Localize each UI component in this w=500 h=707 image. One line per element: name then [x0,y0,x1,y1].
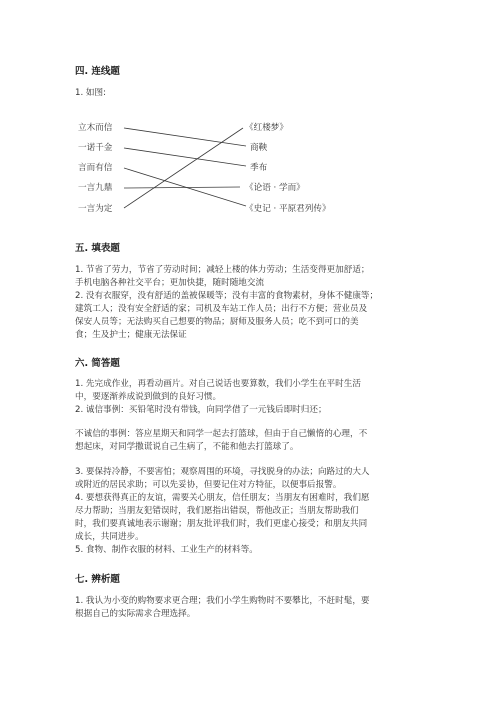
right-item-3: 季布 [250,163,268,173]
section-6-title: 六. 简答题 [75,358,120,369]
section-5-answers [75,264,430,342]
text-line: 手机电脑各种社交平台；更加快捷，随时随地交流 [75,278,265,288]
left-item-2: 一诺千金 [78,143,113,153]
right-item-5: 《史记 · 平原君列传》 [245,204,331,214]
text-line: 3. 要保持冷静，不要害怕；观察周围的环境，寻找脱身的办法；向路过的大人 [75,467,370,477]
text-line: 1. 节省了劳力，节省了劳动时间；减轻上楼的体力劳动；生活变得更加舒适； [75,265,370,275]
text-line: 时，我们要真诚地表示谢谢；朋友批评我们时，我们更虚心接受；和朋友共同 [75,519,368,529]
text-line: 5. 食物、制作衣服的材料、工业生产的材料等。 [75,545,258,555]
text-line: 1. 先完成作业，再看动画片。对自己说话也要算数，我们小学生在平时生活 [75,379,361,389]
right-item-2: 商鞅 [250,143,268,153]
section-7-title: 七. 辨析题 [75,574,120,585]
text-line: 1. 我认为小变的购物要求更合理；我们小学生购物时不要攀比，不赶时髦，要 [75,596,370,606]
left-item-4: 一言九鼎 [78,183,113,193]
text-line: 或附近的居民求助；可以先妥协，但要记住对方特征，以便事后报警。 [75,480,342,490]
section-6-answers-part3 [75,466,430,557]
text-line: 尽力帮助；当朋友犯错误时，我们愿指出错误，帮他改正；当朋友帮助我们 [75,506,359,516]
section-6-answers-part1 [75,378,430,417]
section-4-title: 四. 连线题 [75,66,120,77]
left-item-3: 言而有信 [78,163,113,173]
match-line-1 [124,128,246,146]
text-line: 2. 没有衣服穿，没有舒适的盖被保暖等；没有丰富的食物素材，身体不健康等； [75,291,379,301]
text-line: 中，要逐渐养成说到做到的良好习惯。 [75,392,222,402]
text-line: 成长，共同进步。 [75,532,144,542]
text-line: 不诚信的事例：答应星期天和同学一起去打篮球，但由于自己懒惰的心理，不 [75,429,368,439]
right-item-4: 《论语 · 学而》 [245,183,305,193]
left-item-5: 一言为定 [78,204,113,214]
match-line-2 [124,148,246,166]
match-line-5 [124,128,243,208]
text-line: 建筑工人；没有安全舒适的家；司机及车站工作人员；出行不方便；营业员及 [75,304,368,314]
section-4-q1: 1. 如图: [75,88,107,98]
text-line: 保安人员等；无法购买自己想要的物品；厨师及服务人员；吃不到可口的美 [75,317,359,327]
section-6-answers-part2 [75,428,430,454]
section-5-title: 五. 填表题 [75,243,120,254]
matching-diagram [0,118,500,228]
match-line-4 [124,187,240,188]
text-line: 4. 要想获得真正的友谊，需要关心朋友，信任朋友；当朋友有困难时，我们愿 [75,493,370,503]
text-line: 食；生及护士；健康无法保证 [75,330,187,340]
right-item-1: 《红楼梦》 [245,123,288,133]
section-7-answers [75,595,430,621]
text-line: 根据自己的实际需求合理选择。 [75,609,196,619]
left-item-1: 立木而信 [78,123,113,133]
text-line: 2. 诚信事例：买铅笔时没有带钱，向同学借了一元钱后即时归还； [75,405,327,415]
text-line: 想起床，对同学撒谎说自己生病了，不能和他去打篮球了。 [75,442,299,452]
